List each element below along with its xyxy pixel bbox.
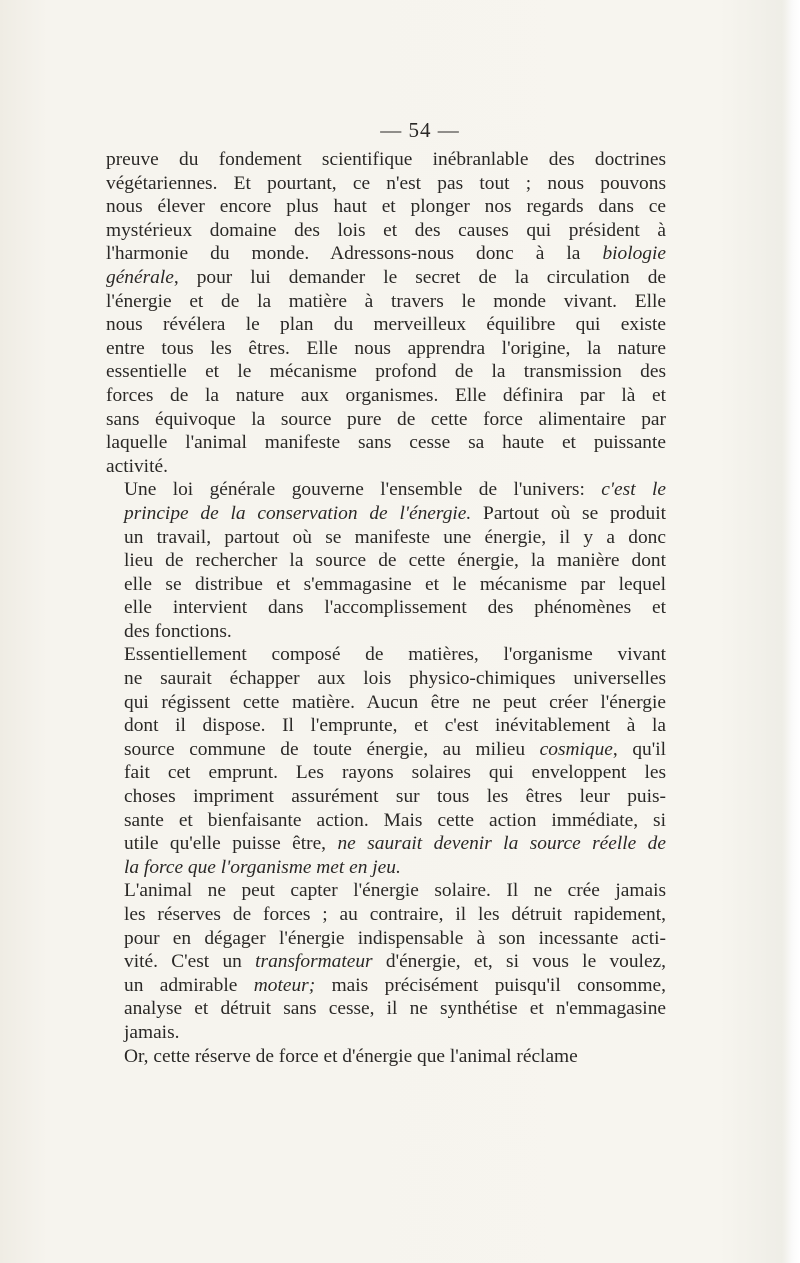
text-line: essentielle et le mécanisme profond de la transmission des: [106, 361, 666, 383]
text-line: générale, pour lui demander le secret de la circulation de: [106, 266, 666, 288]
text-line: sante et bienfaisante action. Mais cette action immédiate, si: [124, 809, 666, 831]
text-line: principe de la conservation de l'énergie. Partout où se produit: [124, 502, 666, 524]
text-line: source commune de toute énergie, au milieu cosmique, qu'il: [124, 738, 666, 760]
paragraph: [106, 879, 666, 1044]
text-line: forces de la nature aux organismes. Elle définira par là et: [106, 384, 666, 406]
paragraph: [106, 478, 666, 643]
text-line: pour en dégager l'énergie indispensable à son incessante acti-: [124, 927, 666, 949]
text-line: nous élever encore plus haut et plonger nos regards dans ce: [106, 196, 666, 218]
text-line: elle intervient dans l'accomplissement des phénomènes et: [124, 597, 666, 619]
paragraph: [106, 148, 666, 478]
text-line: vité. C'est un transformateur d'énergie, et, si vous le voulez,: [124, 951, 667, 973]
text-line: la force que l'organisme met en jeu.: [124, 856, 401, 878]
text-line: fait cet emprunt. Les rayons solaires qui enveloppent les: [124, 762, 666, 784]
text-line: preuve du fondement scientifique inébranlable des doctrines: [106, 149, 666, 170]
text-line: l'harmonie du monde. Adressons-nous donc à la biologie: [106, 243, 666, 265]
text-line: lieu de rechercher la source de cette énergie, la manière dont: [124, 550, 666, 572]
text-line: Une loi générale gouverne l'ensemble de l'univers: c'est le: [124, 479, 667, 501]
body-text: [106, 148, 666, 1068]
text-line: sans équivoque la source pure de cette force alimentaire par: [106, 408, 666, 430]
text-line: l'énergie et de la matière à travers le monde vivant. Elle: [106, 290, 666, 312]
paragraph: [106, 1045, 666, 1069]
text-line: elle se distribue et s'emmagasine et le mécanisme par lequel: [124, 573, 666, 595]
text-line: analyse et détruit sans cesse, il ne synthétise et n'emmagasine: [124, 998, 666, 1020]
text-line: dont il dispose. Il l'emprunte, et c'est inévitablement à la: [124, 715, 666, 737]
text-line: entre tous les êtres. Elle nous apprendra l'origine, la nature: [106, 337, 666, 359]
text-line: L'animal ne peut capter l'énergie solaire. Il ne crée jamais: [124, 880, 666, 902]
text-line: laquelle l'animal manifeste sans cesse sa haute et puissante: [106, 432, 666, 454]
text-line: choses impriment assurément sur tous les êtres leur puis-: [124, 786, 666, 808]
text-line: nous révélera le plan du merveilleux équilibre qui existe: [106, 314, 666, 336]
text-line: mystérieux domaine des lois et des causes qui président à: [106, 219, 666, 241]
text-line: jamais.: [124, 1021, 180, 1043]
text-line: végétariennes. Et pourtant, ce n'est pas tout ; nous pouvons: [106, 172, 666, 194]
text-line: un travail, partout où se manifeste une énergie, il y a donc: [124, 526, 666, 548]
text-line: des fonctions.: [124, 620, 232, 642]
page-number: — 54 —: [380, 118, 460, 142]
text-line: activité.: [106, 455, 168, 477]
text-line: qui régissent cette matière. Aucun être ne peut créer l'énergie: [124, 691, 666, 713]
text-line: Essentiellement composé de matières, l'organisme vivant: [124, 644, 666, 666]
page-edge: [782, 0, 800, 1263]
paragraph: [106, 643, 666, 879]
text-line: ne saurait échapper aux lois physico-chimiques universelles: [124, 668, 666, 690]
text-line: Or, cette réserve de force et d'énergie que l'animal réclame: [124, 1045, 578, 1067]
text-line: utile qu'elle puisse être, ne saurait devenir la source réelle de: [124, 833, 666, 855]
text-line: les réserves de forces ; au contraire, il les détruit rapidement,: [124, 904, 666, 925]
text-line: un admirable moteur; mais précisément puisqu'il consomme,: [124, 974, 666, 996]
